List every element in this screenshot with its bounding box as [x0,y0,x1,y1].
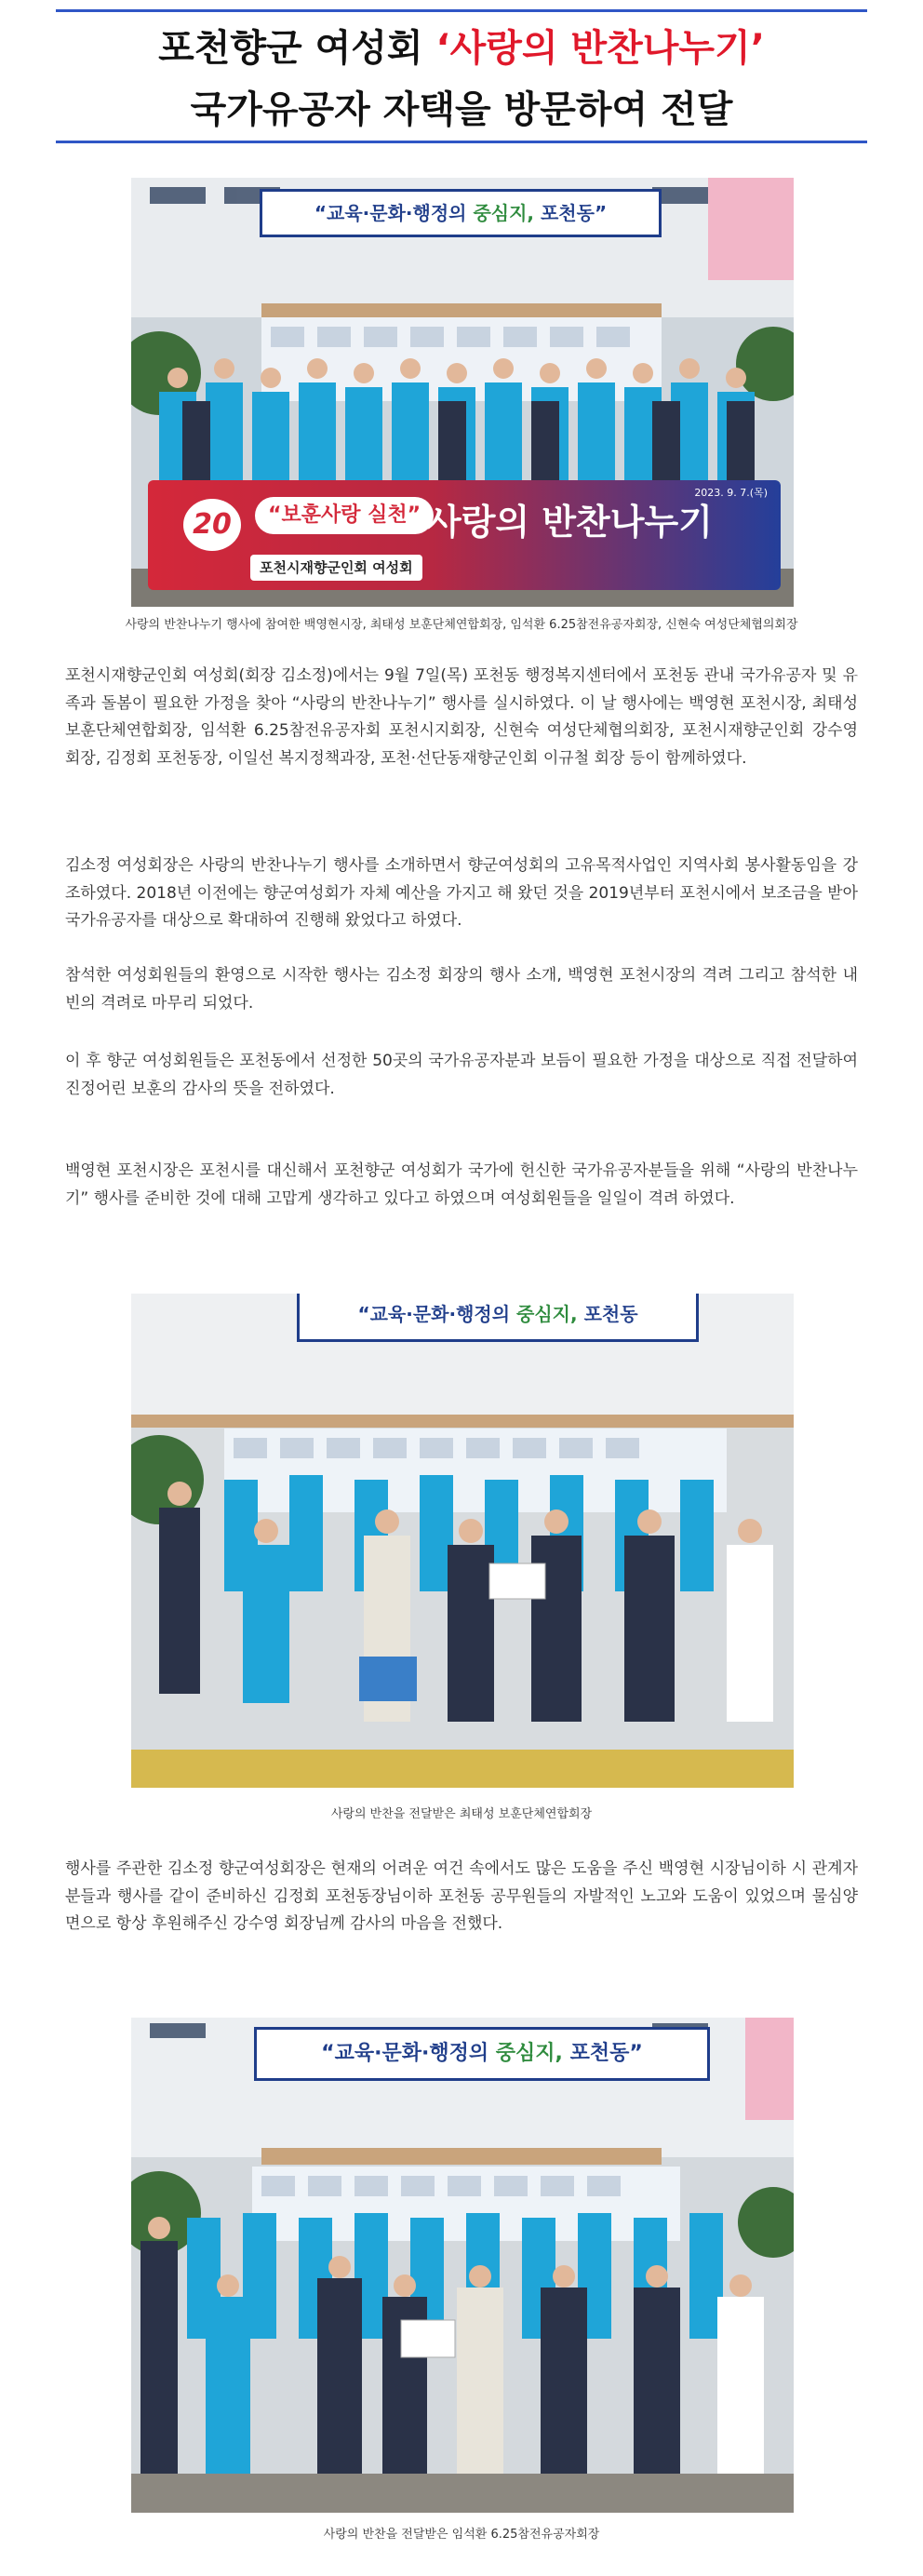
banner-date: 2023. 9. 7.(목) [694,487,768,499]
photo-1-caption: 사랑의 반찬나누기 행사에 참여한 백영현시장, 최태성 보훈단체연합회장, 임석환 6.25참전유공자회장, 신현숙 여성단체협의회장 [125,618,798,632]
article-paragraph-1: 포천시재향군인회 여성회(회장 김소정)에서는 9월 7일(목) 포천동 행정복지센터에서 포천동 관내 국가유공자 및 유족과 돌봄이 필요한 가정을 찾아 “사랑의 반찬나누기” 행사를 실시하였다. 이 날 행사에는 백영현 포천시장, 최태성 보훈단체연합회장, 임석환 6.25참전유공자회 포천시지회장, 신현숙 여성단체협의회장, 포천시재향군인회 강수영 회장, 김정회 포천동장, 이일선 복지정책과장, 포천·선단동재향군인회 이규철 회장 등이 함께하였다. [65,666,858,768]
headline-org: 포천향군 여성회 [158,27,423,70]
banner-logo [183,499,241,551]
banner-slogan: “보훈사랑 실천” [255,497,434,534]
award-photo-2 [131,2018,794,2513]
sign-text-3: 포천동” [540,202,608,224]
sign-text-1: “교육·문화·행정의 [314,202,467,224]
sign-text-2: 중심지, [516,1303,578,1325]
headline-line-2: 국가유공자 자택을 방문하여 전달 [190,88,733,131]
banner-org: 포천시재향군인회 여성회 [250,555,422,581]
headline-bottom-rule [56,141,867,143]
building-sign [254,2027,710,2081]
article-paragraph-4: 이 후 향군 여성회원들은 포천동에서 선정한 50곳의 국가유공자분과 보듬이 필요한 가정을 대상으로 직접 전달하여 진정어린 보훈의 감사의 뜻을 전하였다. [65,1052,858,1098]
article-paragraph-2: 김소정 여성회장은 사랑의 반찬나누기 행사를 소개하면서 향군여성회의 고유목적사업인 지역사회 봉사활동임을 강조하였다. 2018년 이전에는 향군여성회가 자체 예산을 가지고 해 왔던 것을 2019년부터 포천시에서 보조금을 받아 국가유공자를 대상으로 확대하여 진행해 왔었다고 하였다. [65,856,858,931]
sign-text-3: 포천동 [583,1303,638,1325]
banner-logo-number: 20 [193,508,232,541]
banner-title: 사랑의 반찬나누기 [427,502,713,543]
headline-top-rule [56,9,867,12]
article-paragraph-3: 참석한 여성회원들의 환영으로 시작한 행사는 김소정 회장의 행사 소개, 백영현 포천시장의 격려 그리고 참석한 내빈의 격려로 마무리 되었다. [65,966,858,1013]
sign-text-1: “교육·문화·행정의 [321,2042,489,2065]
sign-text-3: 포천동” [569,2042,643,2065]
photo-3-caption: 사랑의 반찬을 전달받은 임석환 6.25참전유공자회장 [323,2528,600,2542]
headline-event-title: ‘사랑의 반찬나누기’ [435,27,765,70]
award-photo-1-illustration [131,1294,794,1788]
article-paragraph-5: 백영현 포천시장은 포천시를 대신해서 포천향군 여성회가 국가에 헌신한 국가유공자분들을 위해 “사랑의 반찬나누기” 행사를 준비한 것에 대해 고맙게 생각하고 있다고 하였으며 여성회원들을 일일이 격려 하였다. [65,1161,858,1208]
photo-2-caption: 사랑의 반찬을 전달받은 최태성 보훈단체연합회장 [330,1807,593,1821]
sign-text-2: 중심지, [473,202,535,224]
award-photo-2-illustration [131,2018,794,2513]
headline-line-1 [56,19,867,72]
building-sign [260,189,662,237]
event-group-photo [131,178,794,607]
event-banner [148,480,781,590]
award-photo-1 [131,1294,794,1788]
building-sign [297,1294,699,1342]
sign-text-1: “교육·문화·행정의 [357,1303,511,1325]
sign-text-2: 중심지, [495,2042,563,2065]
article-paragraph-6: 행사를 주관한 김소정 향군여성회장은 현재의 어려운 여건 속에서도 많은 도움을 주신 백영현 시장님이하 시 관계자분들과 행사를 같이 준비하신 김정회 포천동장님이하 포천동 공무원들의 자발적인 노고와 도움이 있었으며 물심양면으로 항상 후원해주신 강수영 회장님께 감사의 마음을 전했다. [65,1859,858,1934]
